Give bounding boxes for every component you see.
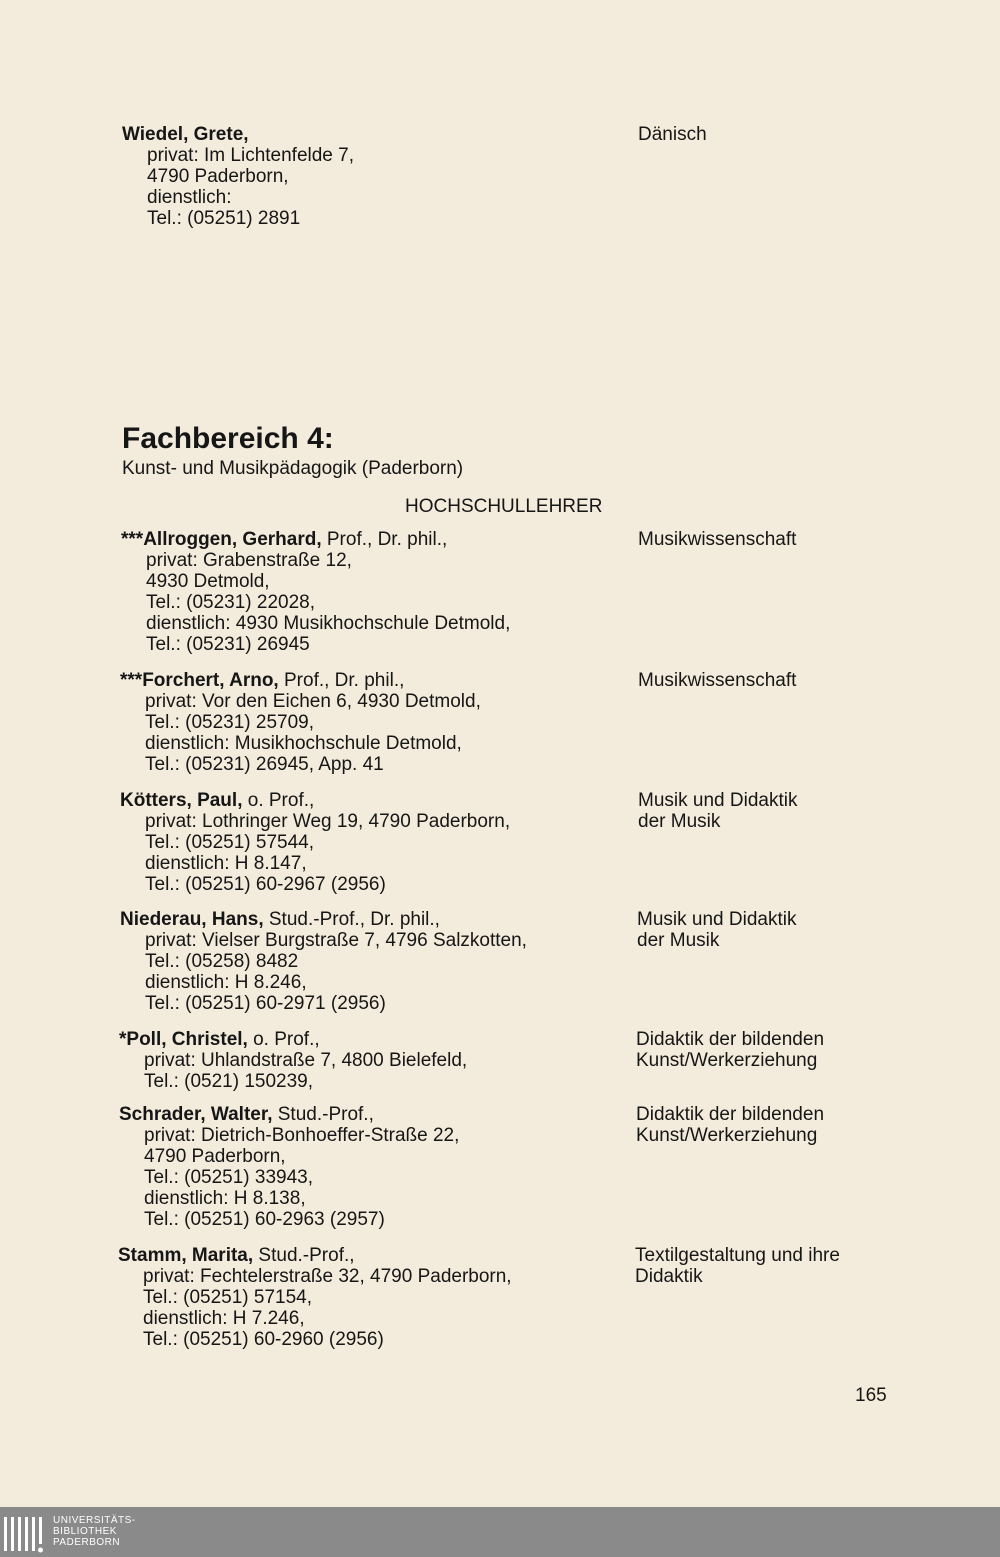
entry-header xyxy=(118,1245,512,1266)
entry-title: o. Prof., xyxy=(242,790,315,811)
entry-title: Stud.-Prof., xyxy=(253,1245,355,1266)
entry-line: Tel.: (05251) 2891 xyxy=(147,208,301,229)
entry-title: Prof., Dr. phil., xyxy=(278,670,405,691)
entry-prefix: *** xyxy=(120,670,143,691)
library-footer xyxy=(0,1507,1000,1557)
library-name xyxy=(53,1515,136,1548)
entry-line: Tel.: (05231) 22028, xyxy=(146,592,316,613)
entry-title: Stud.-Prof., Dr. phil., xyxy=(263,909,440,930)
entry-line: Tel.: (05258) 8482 xyxy=(145,951,299,972)
entry-title: Stud.-Prof., xyxy=(272,1104,374,1125)
entry-name: Niederau, Hans, xyxy=(120,909,264,930)
entry-details xyxy=(120,670,481,775)
entry-line: Tel.: (05231) 26945 xyxy=(146,634,310,655)
subject-line: Kunst/Werkerziehung xyxy=(636,1125,818,1146)
subject-line: Didaktik der bildenden xyxy=(636,1029,825,1050)
fachbereich-title: Fachbereich 4: xyxy=(122,422,334,455)
entry-line: privat: Vor den Eichen 6, 4930 Detmold, xyxy=(145,691,481,712)
entry-header xyxy=(120,909,527,930)
entry-line: dienstlich: H 8.147, xyxy=(145,853,307,874)
entry-line: privat: Im Lichtenfelde 7, xyxy=(147,145,354,166)
entry-details xyxy=(120,909,527,1014)
entry-name: Forchert, Arno, xyxy=(142,670,279,691)
entry-line: Tel.: (05251) 60-2960 (2956) xyxy=(143,1329,384,1350)
entry-subject xyxy=(636,1104,824,1146)
entry-line: 4930 Detmold, xyxy=(146,571,270,592)
library-name-line: UNIVERSITÄTS- xyxy=(53,1515,136,1526)
subject-line: Musik und Didaktik xyxy=(637,909,797,930)
entry-header xyxy=(121,529,510,550)
library-logo-icon xyxy=(2,1511,46,1555)
entry-line: Tel.: (05251) 60-2971 (2956) xyxy=(145,993,386,1014)
entry-line: Tel.: (05251) 60-2967 (2956) xyxy=(145,874,386,895)
entry-details xyxy=(120,790,510,895)
entry-title: o. Prof., xyxy=(247,1029,320,1050)
library-name-line: PADERBORN xyxy=(53,1537,121,1548)
entry-subject xyxy=(635,1245,840,1287)
entry-details xyxy=(121,529,510,655)
entry-subject xyxy=(636,1029,824,1071)
library-name-line: BIBLIOTHEK xyxy=(53,1526,117,1537)
subject-line: Musikwissenschaft xyxy=(638,670,797,691)
entry-header xyxy=(119,1029,467,1050)
entry-subject xyxy=(638,670,796,691)
subject-line: Kunst/Werkerziehung xyxy=(636,1050,818,1071)
subject-line: Textilgestaltung und ihre xyxy=(635,1245,840,1266)
entry-header xyxy=(120,670,481,691)
entry-line: privat: Uhlandstraße 7, 4800 Bielefeld, xyxy=(144,1050,468,1071)
entry-line: dienstlich: H 8.246, xyxy=(145,972,307,993)
entry-prefix: *** xyxy=(121,529,144,550)
entry-name: Allroggen, Gerhard, xyxy=(143,529,322,550)
entry-line: dienstlich: xyxy=(147,187,232,208)
entry-line: dienstlich: 4930 Musikhochschule Detmold, xyxy=(146,613,511,634)
entry-subject xyxy=(638,124,707,145)
entry-details xyxy=(119,1029,467,1092)
subject-line: Musik und Didaktik xyxy=(638,790,798,811)
entry-line: Tel.: (05251) 57154, xyxy=(143,1287,313,1308)
entry-line: dienstlich: H 7.246, xyxy=(143,1308,305,1329)
entry-line: privat: Fechtelerstraße 32, 4790 Paderborn, xyxy=(143,1266,512,1287)
entry-details xyxy=(118,1245,512,1350)
entry-header xyxy=(122,124,354,145)
entry-line: dienstlich: H 8.138, xyxy=(144,1188,306,1209)
entry-prefix: * xyxy=(119,1029,127,1050)
entry-subject xyxy=(637,909,796,951)
entry-line: dienstlich: Musikhochschule Detmold, xyxy=(145,733,462,754)
entry-line: Tel.: (05231) 25709, xyxy=(145,712,315,733)
subject-line: der Musik xyxy=(638,811,721,832)
entry-name: Poll, Christel, xyxy=(126,1029,248,1050)
section-heading: HOCHSCHULLEHRER xyxy=(405,496,603,517)
entry-name: Stamm, Marita, xyxy=(118,1245,254,1266)
entry-line: privat: Vielser Burgstraße 7, 4796 Salzkotten, xyxy=(145,930,527,951)
entry-name: Schrader, Walter, xyxy=(119,1104,273,1125)
entry-line: Tel.: (05251) 33943, xyxy=(144,1167,314,1188)
page-number: 165 xyxy=(855,1385,887,1406)
entry-line: 4790 Paderborn, xyxy=(147,166,289,187)
entry-name: Kötters, Paul, xyxy=(120,790,243,811)
entry-details xyxy=(119,1104,459,1230)
entry-line: privat: Dietrich-Bonhoeffer-Straße 22, xyxy=(144,1125,460,1146)
entry-line: 4790 Paderborn, xyxy=(144,1146,286,1167)
subject-line: Didaktik der bildenden xyxy=(636,1104,825,1125)
entry-name: Wiedel, Grete, xyxy=(122,124,249,145)
entry-line: Tel.: (05251) 60-2963 (2957) xyxy=(144,1209,385,1230)
entry-subject xyxy=(638,529,796,550)
entry-header xyxy=(119,1104,459,1125)
entry-line: Tel.: (05251) 57544, xyxy=(145,832,315,853)
entry-details xyxy=(122,124,354,229)
fachbereich-subtitle: Kunst- und Musikpädagogik (Paderborn) xyxy=(122,458,464,479)
entry-line: Tel.: (0521) 150239, xyxy=(144,1071,314,1092)
entry-header xyxy=(120,790,510,811)
subject-line: der Musik xyxy=(637,930,720,951)
entry-line: privat: Lothringer Weg 19, 4790 Paderborn, xyxy=(145,811,511,832)
subject-line: Didaktik xyxy=(635,1266,703,1287)
subject-line: Musikwissenschaft xyxy=(638,529,797,550)
entry-line: Tel.: (05231) 26945, App. 41 xyxy=(145,754,384,775)
entry-title: Prof., Dr. phil., xyxy=(321,529,448,550)
subject-line: Dänisch xyxy=(638,124,707,145)
entry-line: privat: Grabenstraße 12, xyxy=(146,550,352,571)
entry-subject xyxy=(638,790,797,832)
